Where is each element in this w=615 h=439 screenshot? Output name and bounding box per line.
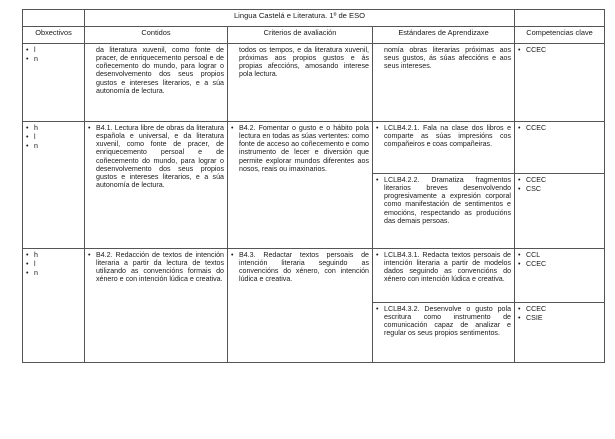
content-text: da literatura xuvenil, como fonte de pracer, de enriquecemento persoal e de coñecemento do mundo, para lograr o desenvolvemento dos seus propios gustos e intereses literarios, e a súa autonomía de lectura. xyxy=(96,46,224,95)
bullet-icon: • xyxy=(518,46,521,54)
bullet-icon: • xyxy=(231,124,234,132)
competences-cell xyxy=(515,122,605,174)
header-row xyxy=(23,27,605,44)
table-title: Lingua Castelá e Literatura. 1º de ESO xyxy=(85,10,515,27)
objectives-cell xyxy=(23,122,85,249)
competence-label: CCL xyxy=(526,251,541,259)
objective-label: n xyxy=(34,55,38,64)
competence-item xyxy=(518,124,601,132)
competence-label: CCEC xyxy=(526,176,547,184)
table-row xyxy=(23,44,605,122)
competence-label: CCEC xyxy=(526,305,547,313)
objective-label: h xyxy=(34,124,38,132)
objective-label: n xyxy=(34,142,38,151)
standard-cell-item xyxy=(376,176,511,225)
objective-item xyxy=(26,46,81,54)
bullet-icon: • xyxy=(376,305,379,313)
bullet-icon: • xyxy=(518,305,521,313)
criteria-cell-item xyxy=(231,124,369,173)
competences-cell xyxy=(515,249,605,303)
competence-item xyxy=(518,314,601,322)
objectives-cell xyxy=(23,44,85,122)
content-cell xyxy=(85,44,228,122)
bullet-icon: • xyxy=(26,55,29,64)
standard-cell-item xyxy=(376,124,511,148)
competence-item xyxy=(518,46,601,54)
standard-cell xyxy=(373,44,515,122)
curriculum-table xyxy=(22,9,605,363)
bullet-icon: • xyxy=(26,251,29,259)
title-spacer-cell xyxy=(23,10,85,27)
bullet-icon: • xyxy=(518,251,521,259)
header-content: Contidos xyxy=(85,27,228,44)
objective-item xyxy=(26,269,81,277)
competence-item xyxy=(518,185,601,193)
objectives-cell xyxy=(23,249,85,363)
competence-label: CCEC xyxy=(526,46,547,54)
objective-label: l xyxy=(34,260,36,269)
objective-item xyxy=(26,124,81,132)
content-cell-item xyxy=(88,124,224,189)
objective-label: l xyxy=(34,46,36,54)
bullet-icon: • xyxy=(26,142,29,151)
criteria-cell-text: B4.3. Redactar textos persoais de intención literaria seguindo as convencións do xénero, con intención lúdica e creativa. xyxy=(239,251,369,284)
bullet-icon: • xyxy=(518,124,521,132)
title-spacer-cell-right xyxy=(515,10,605,27)
objective-item xyxy=(26,260,81,268)
objective-label: h xyxy=(34,251,38,259)
header-objectives: Obxectivos xyxy=(23,27,85,44)
bullet-icon: • xyxy=(376,124,379,132)
bullet-icon: • xyxy=(88,251,91,259)
competence-label: CSIE xyxy=(526,314,543,323)
standard-cell xyxy=(373,249,515,303)
criteria-cell-item xyxy=(231,251,369,284)
bullet-icon: • xyxy=(26,269,29,278)
standard-text: nomía obras literarias próximas aos seus gustos, ás súas afeccións e aos seus intereses. xyxy=(384,46,512,71)
bullet-icon: • xyxy=(26,124,29,132)
criteria-cell xyxy=(228,249,373,363)
title-row xyxy=(23,10,605,27)
bullet-icon: • xyxy=(376,251,379,259)
standard-cell xyxy=(373,122,515,174)
competence-item xyxy=(518,251,601,259)
bullet-icon: • xyxy=(518,185,521,194)
bullet-icon: • xyxy=(518,314,521,323)
objective-label: n xyxy=(34,269,38,278)
bullet-icon: • xyxy=(231,251,234,259)
header-competences: Competencias clave xyxy=(515,27,605,44)
bullet-icon: • xyxy=(518,176,521,184)
competence-item xyxy=(518,176,601,184)
objective-label: l xyxy=(34,133,36,142)
competence-label: CCEC xyxy=(526,260,547,269)
bullet-icon: • xyxy=(518,260,521,269)
standard-cell-text: LCLB4.2.2. Dramatiza fragmentos literarios breves desenvolvendo progresivamente a expresión corporal como manifestación de sentimentos e emocións, respectando as producións das demais persoas. xyxy=(384,176,512,225)
bullet-icon: • xyxy=(26,46,29,54)
criteria-text: todos os tempos, e da literatura xuvenil, próximas aos propios gustos e ás propias afeccións, amosando interese pola lectura. xyxy=(239,46,369,79)
table-row xyxy=(23,122,605,174)
objective-item xyxy=(26,133,81,141)
content-cell xyxy=(85,122,228,249)
standard-cell-item xyxy=(376,251,511,284)
competence-item xyxy=(518,305,601,313)
bullet-icon: • xyxy=(376,176,379,184)
standard-cell xyxy=(373,174,515,249)
header-criteria: Criterios de avaliación xyxy=(228,27,373,44)
bullet-icon: • xyxy=(88,124,91,132)
competences-cell xyxy=(515,174,605,249)
content-cell-text: B4.2. Redacción de textos de intención literaria a partir da lectura de textos utilizando as convencións formais do xénero e con intención lúdica e creativa. xyxy=(96,251,224,284)
criteria-cell-text: B4.2. Fomentar o gusto e o hábito pola lectura en todas as súas vertentes: como fonte de acceso ao coñecemento e como instrumento de lecer e diversión que permite explorar mundos diferentes aos nosos, reais ou imaxinarios. xyxy=(239,124,369,173)
criteria-cell xyxy=(228,122,373,249)
content-cell-item xyxy=(88,251,224,284)
standard-cell-item xyxy=(376,305,511,338)
table-row xyxy=(23,249,605,303)
objective-item xyxy=(26,55,81,63)
competences-cell xyxy=(515,303,605,363)
competence-item xyxy=(518,260,601,268)
objective-item xyxy=(26,142,81,150)
competences-cell xyxy=(515,44,605,122)
standard-cell-text: LCLB4.2.1. Fala na clase dos libros e comparte as súas impresións cos compañeiros e coas compañeiras. xyxy=(384,124,512,149)
competence-label: CSC xyxy=(526,185,541,194)
standard-cell xyxy=(373,303,515,363)
header-standards: Estándares de Aprendizaxe xyxy=(373,27,515,44)
objective-item xyxy=(26,251,81,259)
bullet-icon: • xyxy=(26,260,29,269)
content-cell xyxy=(85,249,228,363)
standard-cell-text: LCLB4.3.2. Desenvolve o gusto pola escritura como instrumento de comunicación capaz de analizar e regular os seus propios sentimentos. xyxy=(384,305,512,338)
criteria-cell xyxy=(228,44,373,122)
competence-label: CCEC xyxy=(526,124,547,132)
content-cell-text: B4.1. Lectura libre de obras da literatura española e universal, e da literatura xuvenil, como fonte de pracer, de enriquecemento persoal e de coñecemento do mundo, para lograr o desenvolvemento dos seus propios gustos e intereses literarios, e a súa autonomía de lectura. xyxy=(96,124,224,190)
bullet-icon: • xyxy=(26,133,29,142)
standard-cell-text: LCLB4.3.1. Redacta textos persoais de intención literaria a partir de modelos dados seguindo as convencións do xénero con intención lúdica e creativa. xyxy=(384,251,512,284)
